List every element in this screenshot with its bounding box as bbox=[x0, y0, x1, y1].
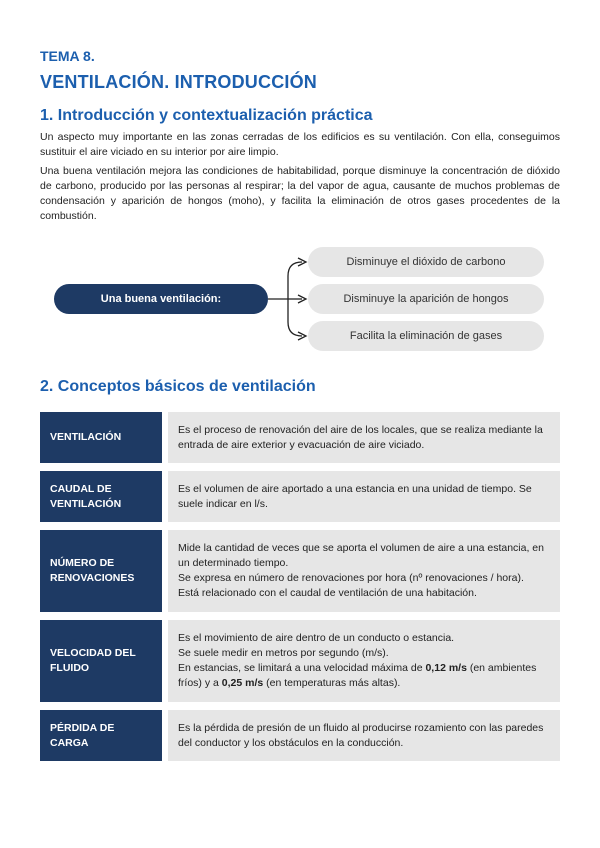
chapter-number: TEMA 8. bbox=[40, 48, 95, 64]
bold-value: 0,12 m/s bbox=[425, 662, 467, 674]
definition-line: Se expresa en número de renovaciones por hora (nº renovaciones / hora). bbox=[178, 572, 524, 584]
concept-definition bbox=[168, 412, 560, 463]
concept-term: PÉRDIDA DE CARGA bbox=[40, 710, 162, 761]
concept-row-renovaciones bbox=[40, 530, 560, 612]
concept-definition bbox=[168, 710, 560, 761]
definition-line: Es el proceso de renovación del aire de los locales, que se realiza mediante la entrada de aire exterior y evacuación de aire viciado. bbox=[178, 423, 543, 451]
ventilation-benefits-diagram bbox=[40, 240, 560, 360]
diagram-root-node: Una buena ventilación: bbox=[54, 284, 268, 314]
paragraph-1: Un aspecto muy importante en las zonas cerradas de los edificios es su ventilación. Con ella, conseguimos sustituir el aire viciado en su interior por aire limpio. bbox=[40, 131, 560, 158]
section-2-heading: 2. Conceptos básicos de ventilación bbox=[40, 378, 316, 395]
concept-row-velocidad bbox=[40, 620, 560, 702]
concept-row-caudal bbox=[40, 471, 560, 522]
text-run: En estancias, se limitará a una velocidad máxima de bbox=[178, 662, 426, 674]
section-1-heading: 1. Introducción y contextualización práctica bbox=[40, 107, 373, 124]
concept-term: NÚMERO DE RENOVACIONES bbox=[40, 530, 162, 612]
page-title: VENTILACIÓN. INTRODUCCIÓN bbox=[40, 72, 317, 92]
concepts-table bbox=[40, 412, 560, 769]
definition-line: Es la pérdida de presión de un fluido al producirse rozamiento con las paredes del conductor y los obstáculos en la conducción. bbox=[178, 721, 544, 749]
definition-line: Es el movimiento de aire dentro de un conducto o estancia. bbox=[178, 632, 455, 644]
text-run: (en temperaturas más altas). bbox=[263, 677, 401, 689]
definition-line bbox=[178, 661, 550, 691]
diagram-branch-co2: Disminuye el dióxido de carbono bbox=[308, 247, 544, 277]
diagram-branch-gases: Facilita la eliminación de gases bbox=[308, 321, 544, 351]
text-run: (en ambientes fríos) y a bbox=[178, 662, 537, 689]
concept-term: VELOCIDAD DEL FLUIDO bbox=[40, 620, 162, 702]
concept-term: VENTILACIÓN bbox=[40, 412, 162, 463]
concept-definition bbox=[168, 530, 560, 612]
definition-line: Es el volumen de aire aportado a una estancia en una unidad de tiempo. Se suele indicar en l/s. bbox=[178, 482, 532, 510]
definition-line: Se suele medir en metros por segundo (m/s). bbox=[178, 647, 389, 659]
concept-definition bbox=[168, 620, 560, 702]
diagram-branch-fungi: Disminuye la aparición de hongos bbox=[308, 284, 544, 314]
bold-value: 0,25 m/s bbox=[221, 677, 264, 689]
concept-definition bbox=[168, 471, 560, 522]
paragraph-2: Una buena ventilación mejora las condiciones de habitabilidad, porque disminuye la concentración de dióxido de carbono, producido por las personas al respirar; la del vapor de agua, causante de muchos problemas de condensación y aparición de hongos (moho), y facilita la eliminación de otros gases procedentes de la combustión. bbox=[40, 165, 560, 222]
definition-line: Mide la cantidad de veces que se aporta el volumen de aire a una estancia, en un determinado tiempo. bbox=[178, 542, 544, 569]
concept-term: CAUDAL DE VENTILACIÓN bbox=[40, 471, 162, 522]
concept-row-perdida bbox=[40, 710, 560, 761]
definition-line: Está relacionado con el caudal de ventilación de una habitación. bbox=[178, 587, 477, 599]
concept-row-ventilacion bbox=[40, 412, 560, 463]
